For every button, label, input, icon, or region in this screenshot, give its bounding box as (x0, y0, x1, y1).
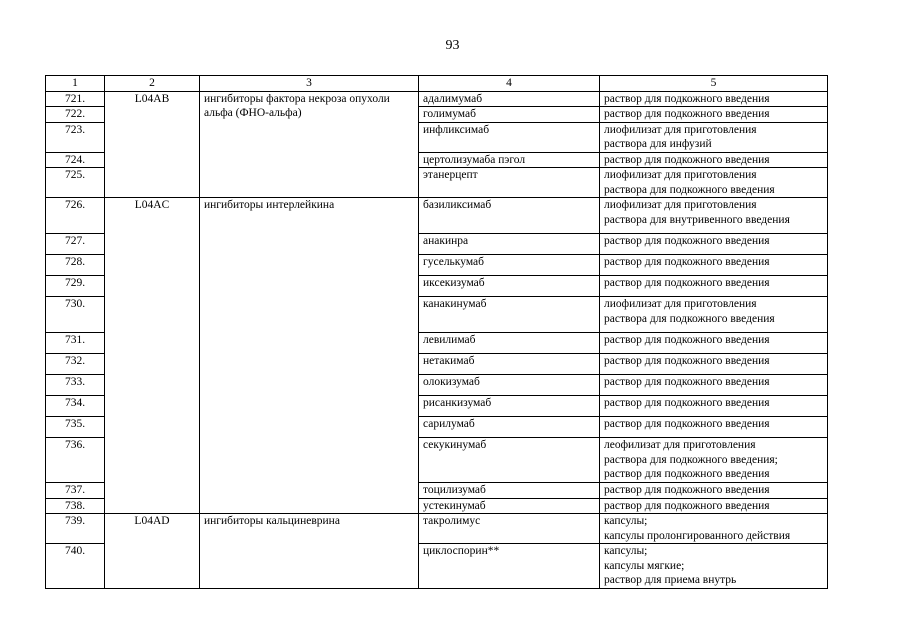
dosage-form: раствор для подкожного введения (600, 375, 828, 396)
group-name: ингибиторы интерлейкина (200, 198, 419, 514)
dosage-form: раствор для подкожного введения (600, 354, 828, 375)
row-number: 737. (46, 483, 105, 499)
drug-name: секукинумаб (419, 438, 600, 483)
row-number: 735. (46, 417, 105, 438)
column-header: 2 (105, 76, 200, 92)
dosage-form: раствор для подкожного введения (600, 396, 828, 417)
dosage-form: лиофилизат для приготовления раствора для подкожного введения (600, 168, 828, 198)
drug-name: анакинра (419, 234, 600, 255)
row-number: 727. (46, 234, 105, 255)
drug-name: голимумаб (419, 107, 600, 123)
row-number: 734. (46, 396, 105, 417)
row-number: 721. (46, 91, 105, 107)
dosage-form: лиофилизат для приготовления раствора для подкожного введения (600, 297, 828, 333)
drug-name: рисанкизумаб (419, 396, 600, 417)
drug-name: иксекизумаб (419, 276, 600, 297)
dosage-form: раствор для подкожного введения (600, 91, 828, 107)
row-number: 724. (46, 152, 105, 168)
row-number: 728. (46, 255, 105, 276)
row-number: 725. (46, 168, 105, 198)
table-row (46, 514, 828, 544)
column-header: 5 (600, 76, 828, 92)
dosage-form: раствор для подкожного введения (600, 498, 828, 514)
drug-name: левилимаб (419, 333, 600, 354)
row-number: 740. (46, 544, 105, 589)
drug-name: адалимумаб (419, 91, 600, 107)
dosage-form: раствор для подкожного введения (600, 417, 828, 438)
drug-name: базиликсимаб (419, 198, 600, 234)
drug-name: гуселькумаб (419, 255, 600, 276)
drug-name: сарилумаб (419, 417, 600, 438)
row-number: 726. (46, 198, 105, 234)
dosage-form: капсулы; капсулы пролонгированного действия (600, 514, 828, 544)
drug-name: циклоспорин** (419, 544, 600, 589)
drug-name: инфликсимаб (419, 122, 600, 152)
drug-name: цертолизумаба пэгол (419, 152, 600, 168)
table-row (46, 91, 828, 107)
dosage-form: раствор для подкожного введения (600, 333, 828, 354)
dosage-form: раствор для подкожного введения (600, 107, 828, 123)
row-number: 736. (46, 438, 105, 483)
dosage-form: раствор для подкожного введения (600, 483, 828, 499)
dosage-form: раствор для подкожного введения (600, 255, 828, 276)
group-name: ингибиторы фактора некроза опухоли альфа (ФНО-альфа) (200, 91, 419, 198)
column-header: 4 (419, 76, 600, 92)
dosage-form: раствор для подкожного введения (600, 234, 828, 255)
dosage-form: лиофилизат для приготовления раствора для внутривенного введения (600, 198, 828, 234)
row-number: 722. (46, 107, 105, 123)
table-row (46, 198, 828, 234)
row-number: 729. (46, 276, 105, 297)
dosage-form: раствор для подкожного введения (600, 276, 828, 297)
drug-name: нетакимаб (419, 354, 600, 375)
dosage-form: лиофилизат для приготовления раствора для инфузий (600, 122, 828, 152)
row-number: 733. (46, 375, 105, 396)
drug-name: такролимус (419, 514, 600, 544)
atc-code: L04AB (105, 91, 200, 198)
drug-name: канакинумаб (419, 297, 600, 333)
column-header: 3 (200, 76, 419, 92)
drug-name: устекинумаб (419, 498, 600, 514)
row-number: 739. (46, 514, 105, 544)
medication-table (45, 75, 828, 589)
atc-code: L04AD (105, 514, 200, 589)
row-number: 732. (46, 354, 105, 375)
row-number: 730. (46, 297, 105, 333)
drug-name: тоцилизумаб (419, 483, 600, 499)
row-number: 723. (46, 122, 105, 152)
table-header-row (46, 76, 828, 92)
drug-name: этанерцепт (419, 168, 600, 198)
dosage-form: леофилизат для приготовления раствора для подкожного введения; раствор для подкожного введения (600, 438, 828, 483)
dosage-form: раствор для подкожного введения (600, 152, 828, 168)
group-name: ингибиторы кальциневрина (200, 514, 419, 589)
row-number: 731. (46, 333, 105, 354)
dosage-form: капсулы; капсулы мягкие; раствор для приема внутрь (600, 544, 828, 589)
row-number: 738. (46, 498, 105, 514)
atc-code: L04AC (105, 198, 200, 514)
drug-name: олокизумаб (419, 375, 600, 396)
column-header: 1 (46, 76, 105, 92)
page-number: 93 (445, 38, 460, 53)
